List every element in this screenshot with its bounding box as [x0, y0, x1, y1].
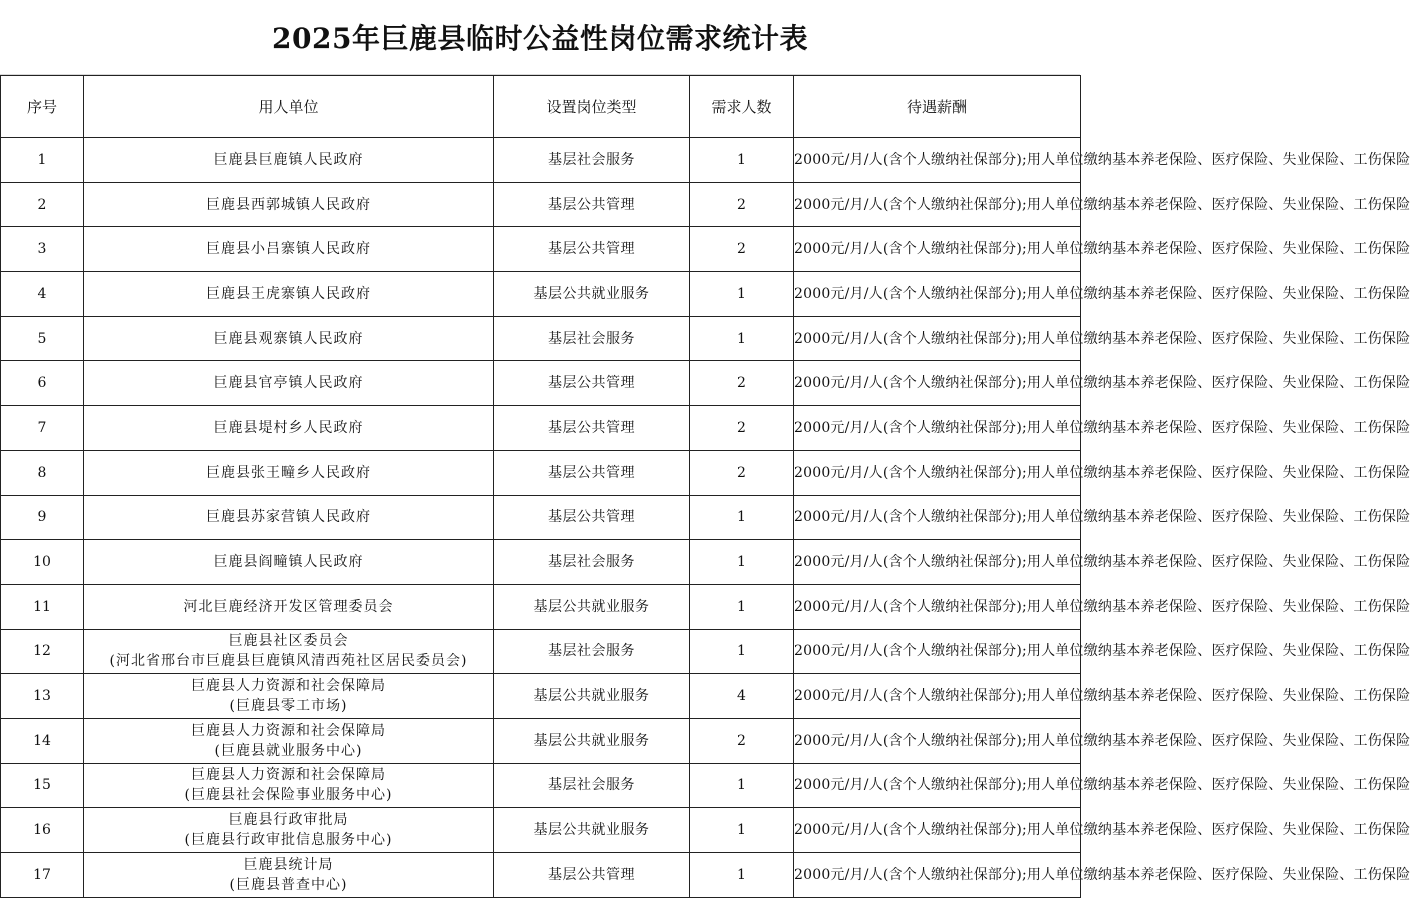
unit-name: 巨鹿县张王疃乡人民政府 — [206, 464, 371, 481]
table-row — [1, 629, 1081, 674]
row-salary: 2000元/月/人(含个人缴纳社保部分);用人单位缴纳基本养老保险、医疗保险、失业保险、工伤保险 — [794, 584, 1081, 629]
table-row — [1, 808, 1081, 853]
unit-name: 巨鹿县阎疃镇人民政府 — [213, 554, 364, 571]
row-seq: 7 — [1, 406, 84, 451]
row-position-type: 基层公共就业服务 — [494, 808, 690, 853]
row-salary: 2000元/月/人(含个人缴纳社保部分);用人单位缴纳基本养老保险、医疗保险、失业保险、工伤保险 — [794, 808, 1081, 853]
row-demand-count: 2 — [690, 182, 794, 227]
row-salary: 2000元/月/人(含个人缴纳社保部分);用人单位缴纳基本养老保险、医疗保险、失业保险、工伤保险 — [794, 540, 1081, 585]
header-unit: 用人单位 — [84, 76, 494, 138]
row-position-type: 基层公共就业服务 — [494, 584, 690, 629]
row-unit — [84, 495, 494, 540]
row-unit — [84, 808, 494, 853]
row-salary: 2000元/月/人(含个人缴纳社保部分);用人单位缴纳基本养老保险、医疗保险、失业保险、工伤保险 — [794, 853, 1081, 898]
row-unit — [84, 272, 494, 317]
row-position-type: 基层公共管理 — [494, 406, 690, 451]
row-unit — [84, 853, 494, 898]
row-unit — [84, 227, 494, 272]
row-position-type: 基层公共就业服务 — [494, 272, 690, 317]
table-row — [1, 853, 1081, 898]
row-unit — [84, 406, 494, 451]
row-demand-count: 4 — [690, 674, 794, 719]
unit-name: 巨鹿县统计局 — [243, 856, 334, 873]
row-salary: 2000元/月/人(含个人缴纳社保部分);用人单位缴纳基本养老保险、医疗保险、失业保险、工伤保险 — [794, 674, 1081, 719]
header-type: 设置岗位类型 — [494, 76, 690, 138]
row-unit — [84, 182, 494, 227]
row-position-type: 基层公共就业服务 — [494, 718, 690, 763]
row-seq: 1 — [1, 138, 84, 183]
unit-subname: (巨鹿县零工市场) — [229, 698, 348, 715]
row-demand-count: 1 — [690, 540, 794, 585]
row-seq: 8 — [1, 450, 84, 495]
row-salary: 2000元/月/人(含个人缴纳社保部分);用人单位缴纳基本养老保险、医疗保险、失业保险、工伤保险 — [794, 718, 1081, 763]
row-unit — [84, 674, 494, 719]
table-row — [1, 674, 1081, 719]
table-row — [1, 495, 1081, 540]
unit-name: 巨鹿县观寨镇人民政府 — [213, 330, 364, 347]
table-row — [1, 763, 1081, 808]
table-row — [1, 316, 1081, 361]
header-count: 需求人数 — [690, 76, 794, 138]
unit-name: 巨鹿县人力资源和社会保障局 — [191, 722, 386, 739]
row-position-type: 基层社会服务 — [494, 540, 690, 585]
row-salary: 2000元/月/人(含个人缴纳社保部分);用人单位缴纳基本养老保险、医疗保险、失业保险、工伤保险 — [794, 629, 1081, 674]
table-row — [1, 361, 1081, 406]
unit-name: 巨鹿县巨鹿镇人民政府 — [213, 151, 364, 168]
row-unit — [84, 540, 494, 585]
unit-name: 巨鹿县西郭城镇人民政府 — [206, 196, 371, 213]
row-demand-count: 1 — [690, 629, 794, 674]
row-seq: 6 — [1, 361, 84, 406]
unit-subname: (河北省邢台市巨鹿县巨鹿镇风清西苑社区居民委员会) — [109, 653, 468, 670]
unit-subname: (巨鹿县社会保险事业服务中心) — [184, 787, 393, 804]
row-seq: 13 — [1, 674, 84, 719]
unit-name: 巨鹿县官亭镇人民政府 — [213, 375, 364, 392]
table-title: 2025年巨鹿县临时公益性岗位需求统计表 — [0, 0, 1080, 75]
table-row — [1, 272, 1081, 317]
unit-name: 巨鹿县苏家营镇人民政府 — [206, 509, 371, 526]
row-seq: 10 — [1, 540, 84, 585]
row-unit — [84, 450, 494, 495]
row-demand-count: 2 — [690, 406, 794, 451]
table-row — [1, 138, 1081, 183]
row-position-type: 基层社会服务 — [494, 138, 690, 183]
row-demand-count: 1 — [690, 584, 794, 629]
header-seq: 序号 — [1, 76, 84, 138]
row-seq: 17 — [1, 853, 84, 898]
row-salary: 2000元/月/人(含个人缴纳社保部分);用人单位缴纳基本养老保险、医疗保险、失业保险、工伤保险 — [794, 450, 1081, 495]
row-position-type: 基层公共就业服务 — [494, 674, 690, 719]
table-row — [1, 450, 1081, 495]
row-demand-count: 1 — [690, 495, 794, 540]
row-seq: 14 — [1, 718, 84, 763]
table-row — [1, 540, 1081, 585]
row-position-type: 基层公共管理 — [494, 182, 690, 227]
row-unit — [84, 584, 494, 629]
row-seq: 3 — [1, 227, 84, 272]
unit-subname: (巨鹿县行政审批信息服务中心) — [184, 832, 393, 849]
row-seq: 2 — [1, 182, 84, 227]
row-demand-count: 1 — [690, 316, 794, 361]
unit-name: 巨鹿县人力资源和社会保障局 — [191, 767, 386, 784]
unit-subname: (巨鹿县就业服务中心) — [214, 742, 363, 759]
row-salary: 2000元/月/人(含个人缴纳社保部分);用人单位缴纳基本养老保险、医疗保险、失业保险、工伤保险 — [794, 361, 1081, 406]
row-seq: 11 — [1, 584, 84, 629]
row-position-type: 基层公共管理 — [494, 853, 690, 898]
unit-name: 巨鹿县小吕寨镇人民政府 — [206, 241, 371, 258]
row-salary: 2000元/月/人(含个人缴纳社保部分);用人单位缴纳基本养老保险、医疗保险、失业保险、工伤保险 — [794, 182, 1081, 227]
row-position-type: 基层公共管理 — [494, 495, 690, 540]
row-demand-count: 1 — [690, 853, 794, 898]
header-row — [1, 76, 1081, 138]
row-seq: 16 — [1, 808, 84, 853]
row-salary: 2000元/月/人(含个人缴纳社保部分);用人单位缴纳基本养老保险、医疗保险、失业保险、工伤保险 — [794, 227, 1081, 272]
row-seq: 12 — [1, 629, 84, 674]
row-salary: 2000元/月/人(含个人缴纳社保部分);用人单位缴纳基本养老保险、医疗保险、失业保险、工伤保险 — [794, 406, 1081, 451]
row-salary: 2000元/月/人(含个人缴纳社保部分);用人单位缴纳基本养老保险、医疗保险、失业保险、工伤保险 — [794, 138, 1081, 183]
unit-name: 巨鹿县社区委员会 — [228, 633, 349, 650]
row-salary: 2000元/月/人(含个人缴纳社保部分);用人单位缴纳基本养老保险、医疗保险、失业保险、工伤保险 — [794, 763, 1081, 808]
unit-name: 河北巨鹿经济开发区管理委员会 — [183, 598, 394, 615]
row-seq: 15 — [1, 763, 84, 808]
row-seq: 9 — [1, 495, 84, 540]
row-salary: 2000元/月/人(含个人缴纳社保部分);用人单位缴纳基本养老保险、医疗保险、失业保险、工伤保险 — [794, 272, 1081, 317]
row-salary: 2000元/月/人(含个人缴纳社保部分);用人单位缴纳基本养老保险、医疗保险、失业保险、工伤保险 — [794, 495, 1081, 540]
row-demand-count: 1 — [690, 272, 794, 317]
unit-name: 巨鹿县王虎寨镇人民政府 — [206, 285, 371, 302]
row-position-type: 基层社会服务 — [494, 629, 690, 674]
row-position-type: 基层公共管理 — [494, 450, 690, 495]
table-row — [1, 406, 1081, 451]
unit-name: 巨鹿县堤村乡人民政府 — [213, 419, 364, 436]
demand-table — [0, 75, 1410, 898]
row-unit — [84, 629, 494, 674]
row-position-type: 基层公共管理 — [494, 361, 690, 406]
unit-name: 巨鹿县行政审批局 — [228, 812, 349, 829]
row-demand-count: 2 — [690, 227, 794, 272]
unit-name: 巨鹿县人力资源和社会保障局 — [191, 678, 386, 695]
table-row — [1, 718, 1081, 763]
row-demand-count: 1 — [690, 763, 794, 808]
table-body — [1, 138, 1410, 898]
row-salary: 2000元/月/人(含个人缴纳社保部分);用人单位缴纳基本养老保险、医疗保险、失业保险、工伤保险 — [794, 316, 1081, 361]
row-demand-count: 2 — [690, 450, 794, 495]
row-unit — [84, 763, 494, 808]
table-row — [1, 227, 1081, 272]
row-seq: 5 — [1, 316, 84, 361]
row-position-type: 基层社会服务 — [494, 316, 690, 361]
row-seq: 4 — [1, 272, 84, 317]
row-position-type: 基层公共管理 — [494, 227, 690, 272]
unit-subname: (巨鹿县普查中心) — [229, 876, 348, 893]
row-unit — [84, 718, 494, 763]
row-demand-count: 1 — [690, 138, 794, 183]
row-position-type: 基层社会服务 — [494, 763, 690, 808]
row-demand-count: 2 — [690, 718, 794, 763]
row-unit — [84, 361, 494, 406]
row-unit — [84, 316, 494, 361]
table-row — [1, 182, 1081, 227]
header-salary: 待遇薪酬 — [794, 76, 1081, 138]
table-row — [1, 584, 1081, 629]
row-demand-count: 1 — [690, 808, 794, 853]
row-demand-count: 2 — [690, 361, 794, 406]
row-unit — [84, 138, 494, 183]
